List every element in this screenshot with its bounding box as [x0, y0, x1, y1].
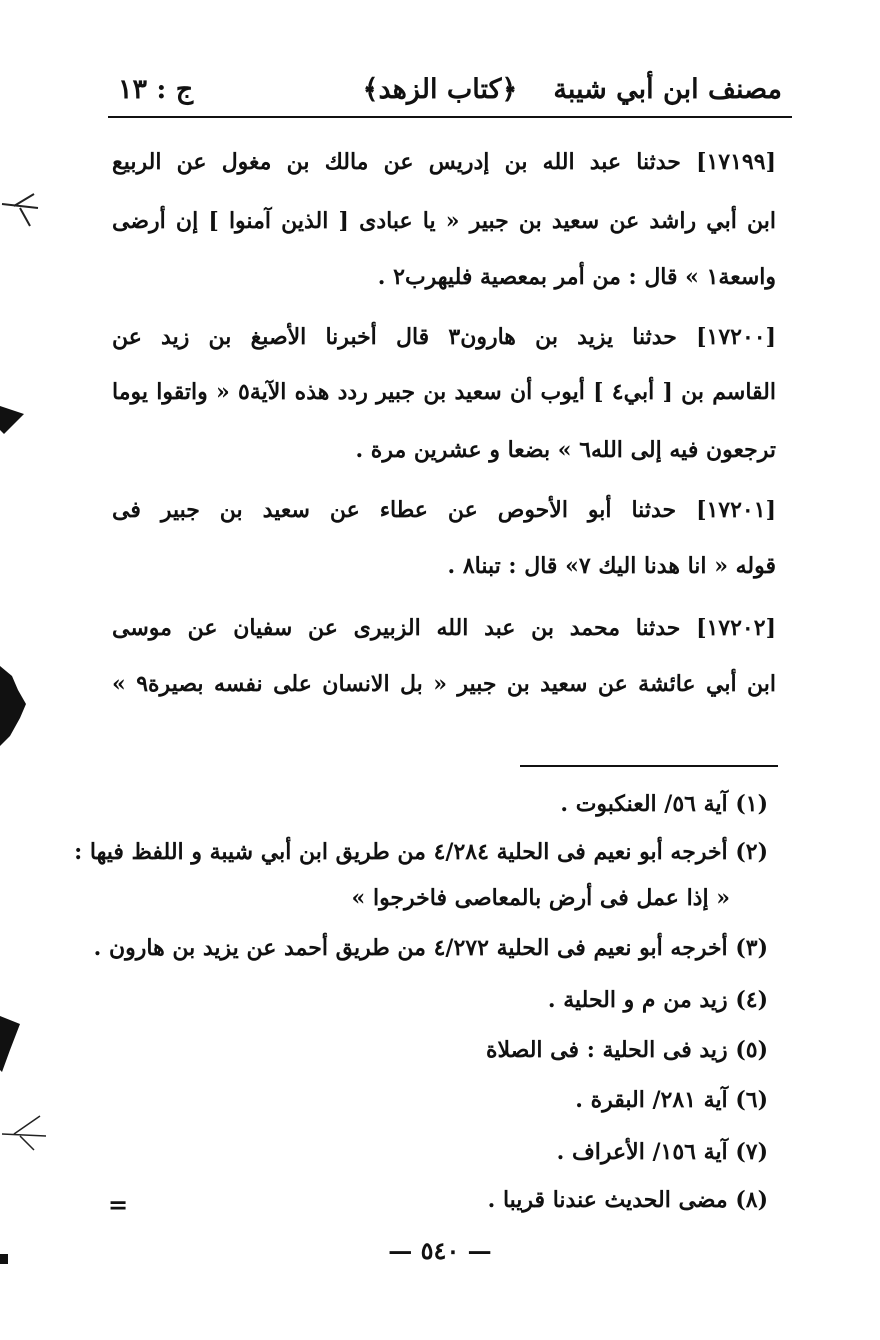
text-line: القاسم بن [ أبي٤ ] أيوب أن سعيد بن جبير ردد هذه الآية٥ « واتقوا يوما: [112, 379, 776, 405]
book-title: مصنف ابن أبي شيبة: [553, 74, 782, 105]
header-rule: [108, 116, 792, 118]
scan-mark: [0, 660, 30, 750]
text-line: واسعة١ » قال : من أمر بمعصية فليهرب٢ .: [377, 264, 776, 290]
text-line: [١٧٢٠٢] حدثنا محمد بن عبد الله الزبيرى عن سفيان عن موسى: [112, 615, 776, 641]
volume-number: ج : ١٣: [118, 74, 194, 105]
footnote: (٥) زيد فى الحلية : فى الصلاة: [485, 1037, 768, 1063]
text-line: ترجعون فيه إلى الله٦ » بضعا و عشرين مرة .: [355, 437, 776, 463]
footnote: (٦) آية ٢٨١/ البقرة .: [575, 1087, 768, 1113]
footnote: (٧) آية ١٥٦/ الأعراف .: [556, 1139, 768, 1165]
footnote: « إذا عمل فى أرض بالمعاصى فاخرجوا »: [351, 885, 730, 911]
text-line: [١٧٢٠٠] حدثنا يزيد بن هارون٣ قال أخبرنا الأصبغ بن زيد عن: [112, 324, 776, 350]
chapter-title: ﴿كتاب الزهد﴾: [362, 74, 518, 105]
text-line: ابن أبي راشد عن سعيد بن جبير « يا عبادى [ الذين آمنوا ] إن أرضى: [112, 208, 776, 234]
footnote: (١) آية ٥٦/ العنكبوت .: [560, 791, 768, 817]
footnote: (٢) أخرجه أبو نعيم فى الحلية ٤/٢٨٤ من طريق ابن أبي شيبة و اللفظ فيها :: [74, 839, 768, 865]
text-line: ابن أبي عائشة عن سعيد بن جبير « بل الانسان على نفسه بصيرة٩ »: [112, 671, 776, 697]
footnote: (٤) زيد من م و الحلية .: [547, 987, 768, 1013]
scan-mark: [0, 400, 26, 440]
footnote: (٣) أخرجه أبو نعيم فى الحلية ٤/٢٧٢ من طريق أحمد عن يزيد بن هارون .: [93, 935, 768, 961]
scan-mark: [0, 190, 44, 230]
footnote-rule: [520, 765, 778, 767]
text-line: [١٧١٩٩] حدثنا عبد الله بن إدريس عن مالك بن مغول عن الربيع: [112, 149, 776, 175]
text-line: قوله « انا هدنا اليك ٧» قال : تبنا٨ .: [447, 553, 776, 579]
scan-mark: [0, 1250, 10, 1270]
footnote: (٨) مضى الحديث عندنا قريبا .: [487, 1187, 768, 1213]
scan-mark: [0, 1108, 52, 1152]
page-number: — ٥٤٠ —: [388, 1236, 492, 1265]
continuation-mark: =: [108, 1190, 129, 1219]
scan-mark: [0, 1010, 24, 1080]
text-line: [١٧٢٠١] حدثنا أبو الأحوص عن عطاء عن سعيد بن جبير فى: [112, 497, 776, 523]
